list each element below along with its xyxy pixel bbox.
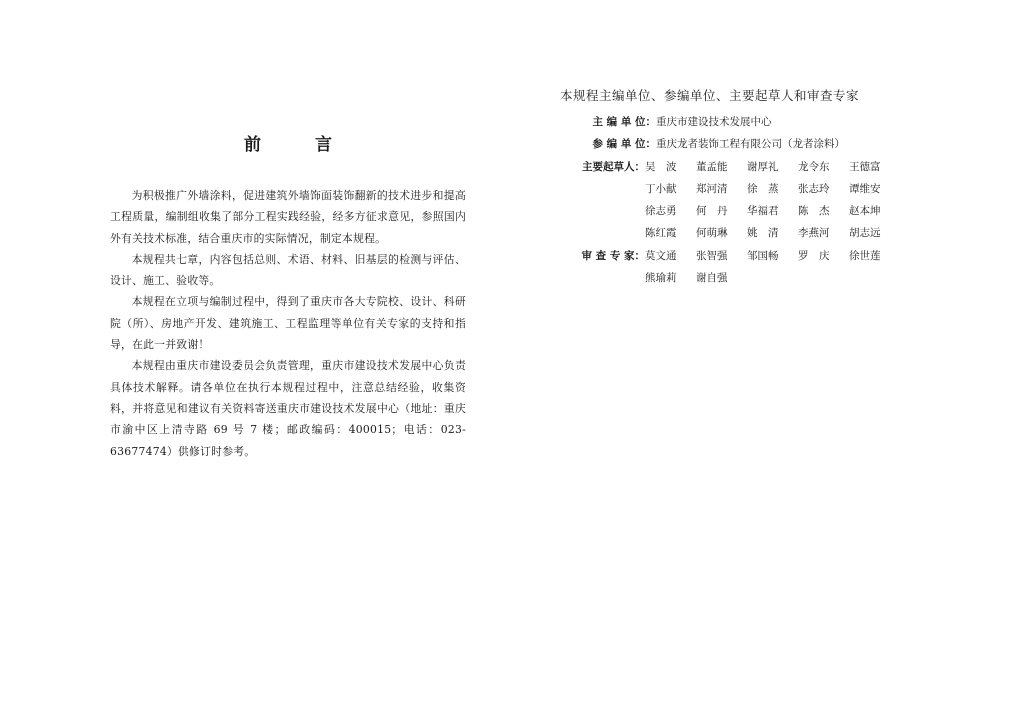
- reviewer-name: 谢自强: [696, 272, 728, 285]
- reviewer-name: 莫文通: [645, 249, 677, 262]
- reviewers-label: 审 查 专 家：: [581, 249, 645, 262]
- reviewer-name: 熊瑜莉: [645, 272, 677, 285]
- preface-paragraph: 本规程由重庆市建设委员会负责管理，重庆市建设技术发展中心负责具体技术解释。请各单位在执行本规程过程中，注意总结经验，收集资料，并将意见和建议有关资料寄送重庆市建设技术发展中心（地址：重庆市渝中区上清寺路 69 号 7 楼；邮政编码：400015；电话：023-63677474）供修订时参考。: [110, 359, 466, 458]
- drafter-name: 董孟能: [696, 160, 728, 173]
- preface-paragraph: 为积极推广外墙涂料，促进建筑外墙饰面装饰翻新的技术进步和提高工程质量，编制组收集了部分工程实践经验，经多方征求意见，参照国内外有关技术标准，结合重庆市的实际情况，制定本规程。: [110, 189, 466, 245]
- participating-unit-row: [560, 133, 900, 155]
- name-line: [645, 267, 900, 289]
- committee-page: [560, 86, 900, 289]
- reviewer-name: 罗 庆: [798, 249, 830, 262]
- preface-page: [110, 130, 466, 462]
- chief-unit-value: 重庆市建设技术发展中心: [656, 116, 772, 128]
- drafter-name: 徐志勇: [645, 205, 677, 218]
- chief-unit-label: 主 编 单 位：: [592, 116, 656, 128]
- drafter-name: 华福君: [747, 205, 779, 218]
- drafter-name: 张志玲: [798, 182, 830, 195]
- drafters-list: [645, 156, 900, 245]
- drafter-name: 何萌琳: [696, 227, 728, 240]
- drafter-name: 王德富: [849, 160, 881, 173]
- drafters-label: 主要起草人：: [582, 160, 645, 173]
- drafter-name: 谭维安: [849, 182, 881, 195]
- drafters-row: [560, 156, 900, 245]
- reviewers-list: [645, 245, 900, 290]
- drafter-name: 龙令东: [798, 160, 830, 173]
- reviewers-row: [560, 245, 900, 290]
- chief-unit-row: [560, 111, 900, 133]
- committee-title: 本规程主编单位、参编单位、主要起草人和审查专家: [560, 88, 860, 103]
- drafter-name: 郑河清: [696, 182, 728, 195]
- drafter-name: 陈红霞: [645, 227, 677, 240]
- reviewer-name: 张智强: [696, 249, 728, 262]
- drafter-name: 吴 波: [645, 160, 677, 173]
- reviewer-name: 邹国畅: [747, 249, 779, 262]
- name-line: [645, 222, 900, 244]
- participating-unit-label: 参 编 单 位：: [592, 138, 656, 151]
- reviewer-name: 徐世莲: [849, 249, 881, 262]
- name-line: [645, 200, 900, 222]
- drafter-name: 何 丹: [696, 205, 728, 218]
- name-line: [645, 156, 900, 178]
- drafter-name: 李燕河: [798, 227, 830, 240]
- drafter-name: 姚 清: [747, 227, 779, 240]
- name-line: [645, 178, 900, 200]
- drafter-name: 赵本坤: [849, 205, 881, 218]
- preface-paragraph: 本规程共七章，内容包括总则、术语、材料、旧基层的检测与评估、设计、施工、验收等。: [110, 252, 466, 288]
- participating-unit-value: 重庆龙者装饰工程有限公司（龙者涂料）: [656, 138, 845, 151]
- preface-paragraph: 本规程在立项与编制过程中，得到了重庆市各大专院校、设计、科研院（所）、房地产开发、建筑施工、工程监理等单位有关专家的支持和指导，在此一并致谢！: [110, 295, 466, 352]
- drafter-name: 丁小献: [645, 182, 677, 195]
- drafter-name: 徐 蒸: [747, 182, 779, 195]
- preface-title: 前 言: [244, 135, 356, 155]
- drafter-name: 谢厚礼: [747, 160, 779, 173]
- drafter-name: 胡志远: [849, 227, 881, 240]
- drafter-name: 陈 杰: [798, 205, 830, 218]
- name-line: [645, 245, 900, 267]
